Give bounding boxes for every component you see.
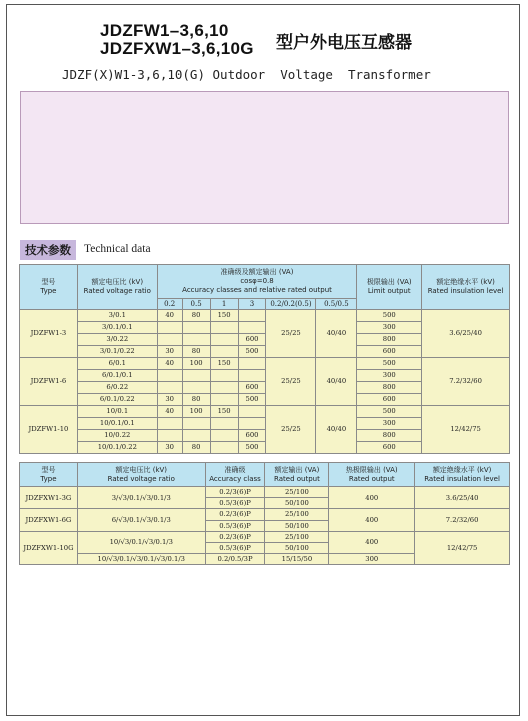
insulation-cell: 7.2/32/60	[422, 358, 510, 406]
ratio-cell: 3/0.1/0.1	[77, 322, 157, 334]
value-cell	[210, 430, 238, 442]
limit-cell: 800	[357, 430, 422, 442]
table-row	[20, 509, 510, 520]
value-cell	[157, 418, 182, 430]
ratio-cell: 6/0.1/0.22	[77, 394, 157, 406]
thermal-cell: 400	[329, 509, 415, 531]
limit-cell: 600	[357, 394, 422, 406]
value-cell: 80	[182, 346, 210, 358]
limit-cell: 800	[357, 382, 422, 394]
ratio-cell: 6/0.22	[77, 382, 157, 394]
thermal-cell: 300	[329, 554, 415, 565]
model-line-2: JDZFXW1–3,6,10G	[100, 39, 254, 58]
value-cell: 40	[157, 358, 182, 370]
header-ratio: 额定电压比 (kV) Rated voltage ratio	[77, 463, 205, 487]
class-header: 0.5	[182, 299, 210, 310]
class-header: 0.2/0.2(0.5)	[266, 299, 316, 310]
value-cell	[157, 334, 182, 346]
dual-02-cell: 25/25	[266, 406, 316, 454]
value-cell: 600	[238, 430, 266, 442]
ratio-cell: 10/√3/0.1/√3/0.1/3	[77, 531, 205, 553]
model-line-1: JDZFW1–3,6,10	[100, 21, 229, 40]
ratio-cell: 6/0.1/0.1	[77, 370, 157, 382]
value-cell: 30	[157, 394, 182, 406]
limit-cell: 300	[357, 418, 422, 430]
limit-cell: 500	[357, 310, 422, 322]
value-cell: 150	[210, 358, 238, 370]
value-cell	[238, 358, 266, 370]
value-cell	[157, 322, 182, 334]
value-cell: 150	[210, 310, 238, 322]
value-cell: 500	[238, 442, 266, 454]
output-cell: 50/100	[265, 520, 329, 531]
value-cell	[182, 382, 210, 394]
ratio-cell: 10/0.1	[77, 406, 157, 418]
value-cell	[210, 382, 238, 394]
value-cell	[238, 418, 266, 430]
value-cell	[238, 322, 266, 334]
header-ratio: 额定电压比 (kV) Rated voltage ratio	[77, 265, 157, 310]
value-cell: 40	[157, 406, 182, 418]
type-cell: JDZFXW1-10G	[20, 531, 78, 565]
value-cell: 30	[157, 346, 182, 358]
table-row	[20, 487, 510, 498]
ratio-cell: 10/0.1/0.1	[77, 418, 157, 430]
value-cell	[157, 370, 182, 382]
product-image-area	[20, 91, 509, 224]
dual-02-cell: 25/25	[266, 310, 316, 358]
accuracy-cell: 0.2/3(6)P	[205, 509, 265, 520]
table-row	[20, 531, 510, 542]
table2-header-row	[20, 463, 510, 487]
dual-02-cell: 25/25	[266, 358, 316, 406]
dual-05-cell: 40/40	[316, 310, 357, 358]
output-cell: 15/15/50	[265, 554, 329, 565]
value-cell	[210, 370, 238, 382]
table-row	[20, 310, 510, 322]
ratio-cell: 10/√3/0.1/√3/0.1/√3/0.1/3	[77, 554, 205, 565]
value-cell	[157, 430, 182, 442]
class-header: 1	[210, 299, 238, 310]
class-header: 3	[238, 299, 266, 310]
ratio-cell: 3/0.1/0.22	[77, 346, 157, 358]
section-tag: 技术参数	[20, 240, 76, 260]
value-cell: 150	[210, 406, 238, 418]
class-header: 0.5/0.5	[316, 299, 357, 310]
value-cell	[182, 430, 210, 442]
limit-cell: 300	[357, 370, 422, 382]
value-cell	[210, 322, 238, 334]
accuracy-cell: 0.2/3(6)P	[205, 487, 265, 498]
table1-header-row	[20, 265, 510, 299]
header-type: 型号 Type	[20, 265, 78, 310]
header-type: 型号 Type	[20, 463, 78, 487]
header-accuracy: 准确级及额定输出 (VA) cosφ=0.8 Accuracy classes and relative rated output	[157, 265, 357, 299]
output-cell: 25/100	[265, 487, 329, 498]
output-cell: 25/100	[265, 531, 329, 542]
model-title	[100, 22, 254, 58]
header-accuracy: 准确级 Accuracy class	[205, 463, 265, 487]
limit-cell: 300	[357, 322, 422, 334]
ratio-cell: 3/√3/0.1/√3/0.1/3	[77, 487, 205, 509]
ratio-cell: 10/0.22	[77, 430, 157, 442]
limit-cell: 800	[357, 334, 422, 346]
value-cell: 600	[238, 334, 266, 346]
thermal-cell: 400	[329, 531, 415, 553]
section-label: Technical data	[84, 243, 151, 255]
value-cell: 500	[238, 346, 266, 358]
dual-05-cell: 40/40	[316, 358, 357, 406]
value-cell	[238, 370, 266, 382]
value-cell: 100	[182, 406, 210, 418]
output-cell: 50/100	[265, 498, 329, 509]
type-cell: JDZFXW1-6G	[20, 509, 78, 531]
insulation-cell: 3.6/25/40	[422, 310, 510, 358]
insulation-cell: 7.2/32/60	[415, 509, 510, 531]
accuracy-cell: 0.2/3(6)P	[205, 531, 265, 542]
value-cell: 100	[182, 358, 210, 370]
value-cell	[210, 418, 238, 430]
value-cell	[182, 334, 210, 346]
header-limit: 极限输出 (VA) Limit output	[357, 265, 422, 310]
value-cell: 80	[182, 310, 210, 322]
output-cell: 25/100	[265, 509, 329, 520]
type-cell: JDZFW1-10	[20, 406, 78, 454]
value-cell	[182, 370, 210, 382]
technical-data-table-2	[19, 462, 510, 565]
thermal-cell: 400	[329, 487, 415, 509]
value-cell: 30	[157, 442, 182, 454]
header-thermal: 热极限输出 (VA) Rated output	[329, 463, 415, 487]
limit-cell: 500	[357, 358, 422, 370]
product-title-cn: 型户外电压互感器	[276, 33, 412, 53]
accuracy-cell: 0.5/3(6)P	[205, 542, 265, 553]
header-output: 额定输出 (VA) Rated output	[265, 463, 329, 487]
value-cell	[210, 346, 238, 358]
table-row	[20, 406, 510, 418]
value-cell	[182, 418, 210, 430]
ratio-cell: 10/0.1/0.22	[77, 442, 157, 454]
value-cell	[182, 322, 210, 334]
value-cell: 500	[238, 394, 266, 406]
header-insulation: 额定绝缘水平 (kV) Rated insulation level	[415, 463, 510, 487]
value-cell: 600	[238, 382, 266, 394]
insulation-cell: 12/42/75	[422, 406, 510, 454]
value-cell	[238, 406, 266, 418]
limit-cell: 600	[357, 442, 422, 454]
technical-data-table-1	[19, 264, 510, 454]
value-cell	[157, 382, 182, 394]
ratio-cell: 6/√3/0.1/√3/0.1/3	[77, 509, 205, 531]
value-cell: 40	[157, 310, 182, 322]
header-insulation: 额定绝缘水平 (kV) Rated insulation level	[422, 265, 510, 310]
insulation-cell: 12/42/75	[415, 531, 510, 565]
dual-05-cell: 40/40	[316, 406, 357, 454]
output-cell: 50/100	[265, 542, 329, 553]
value-cell	[238, 310, 266, 322]
value-cell	[210, 442, 238, 454]
limit-cell: 500	[357, 406, 422, 418]
class-header: 0.2	[157, 299, 182, 310]
ratio-cell: 3/0.1	[77, 310, 157, 322]
value-cell	[210, 394, 238, 406]
accuracy-cell: 0.5/3(6)P	[205, 520, 265, 531]
value-cell: 80	[182, 394, 210, 406]
ratio-cell: 3/0.22	[77, 334, 157, 346]
accuracy-cell: 0.5/3(6)P	[205, 498, 265, 509]
ratio-cell: 6/0.1	[77, 358, 157, 370]
table-row	[20, 358, 510, 370]
accuracy-cell: 0.2/0.5/3P	[205, 554, 265, 565]
insulation-cell: 3.6/25/40	[415, 487, 510, 509]
type-cell: JDZFW1-6	[20, 358, 78, 406]
type-cell: JDZFXW1-3G	[20, 487, 78, 509]
type-cell: JDZFW1-3	[20, 310, 78, 358]
value-cell	[210, 334, 238, 346]
limit-cell: 600	[357, 346, 422, 358]
value-cell: 80	[182, 442, 210, 454]
product-title-en: JDZF(X)W1-3,6,10(G) Outdoor Voltage Transformer	[62, 67, 431, 82]
